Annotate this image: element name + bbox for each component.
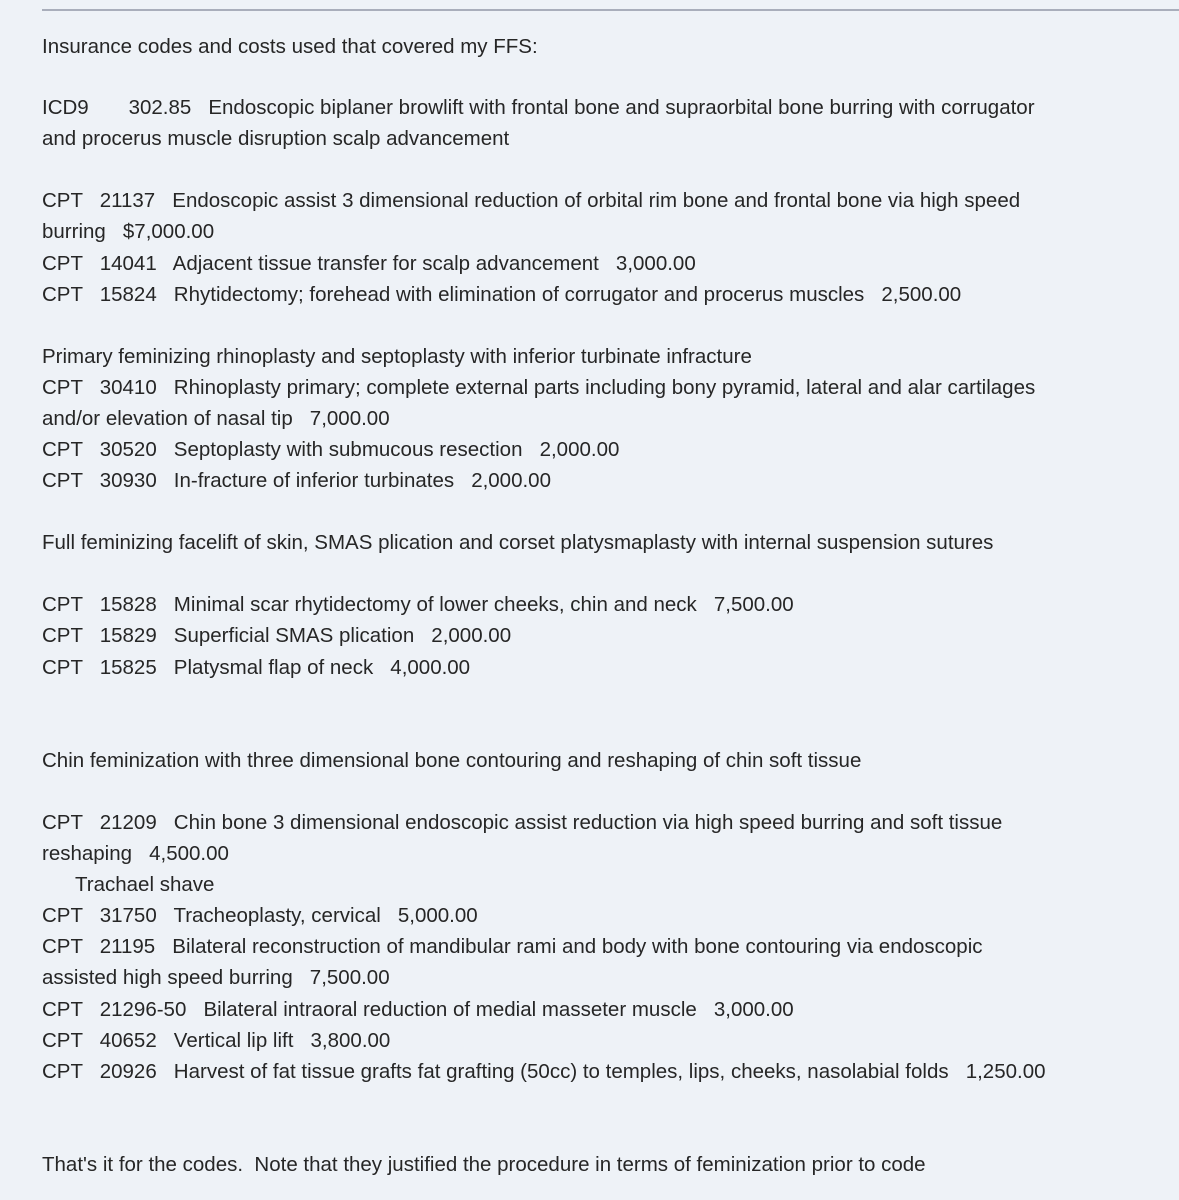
outro-text: That's it for the codes. Note that they justified the procedure in terms of feminization prior to code [42,1153,926,1176]
code-line: reshaping 4,500.00 [42,842,229,865]
code-line: CPT 30410 Rhinoplasty primary; complete external parts including bony pyramid, lateral and alar cartilages [42,376,1036,399]
icd-line: and procerus muscle disruption scalp advancement [42,127,510,150]
code-line: CPT 20926 Harvest of fat tissue grafts fat grafting (50cc) to temples, lips, cheeks, nasolabial folds 1,250.00 [42,1060,1046,1083]
section-heading: Chin feminization with three dimensional bone contouring and reshaping of chin soft tissue [42,749,862,772]
code-line: CPT 31750 Tracheoplasty, cervical 5,000.00 [42,904,478,927]
section-heading: Primary feminizing rhinoplasty and septoplasty with inferior turbinate infracture [42,345,752,368]
code-line: burring $7,000.00 [42,220,215,243]
code-line: CPT 15824 Rhytidectomy; forehead with elimination of corrugator and procerus muscles 2,500.00 [42,283,962,306]
section-heading: Full feminizing facelift of skin, SMAS plication and corset platysmaplasty with internal suspension sutures [42,531,994,554]
code-line: CPT 21296-50 Bilateral intraoral reduction of medial masseter muscle 3,000.00 [42,998,794,1021]
code-line: CPT 21137 Endoscopic assist 3 dimensional reduction of orbital rim bone and frontal bone via high speed [42,189,1021,212]
code-line: CPT 15825 Platysmal flap of neck 4,000.00 [42,656,471,679]
code-line: CPT 15829 Superficial SMAS plication 2,000.00 [42,624,512,647]
top-divider [42,9,1179,11]
code-line: and/or elevation of nasal tip 7,000.00 [42,407,390,430]
intro-text: Insurance codes and costs used that covered my FFS: [42,35,538,58]
code-line: CPT 40652 Vertical lip lift 3,800.00 [42,1029,391,1052]
code-line: CPT 14041 Adjacent tissue transfer for scalp advancement 3,000.00 [42,252,696,275]
code-line: CPT 30930 In-fracture of inferior turbinates 2,000.00 [42,469,551,492]
code-line: CPT 15828 Minimal scar rhytidectomy of lower cheeks, chin and neck 7,500.00 [42,593,794,616]
code-line: assisted high speed burring 7,500.00 [42,966,390,989]
code-line: CPT 21195 Bilateral reconstruction of mandibular rami and body with bone contouring via endoscopic [42,935,983,958]
code-line: CPT 21209 Chin bone 3 dimensional endoscopic assist reduction via high speed burring and soft tissue [42,811,1003,834]
icd-line: ICD9 302.85 Endoscopic biplaner browlift with frontal bone and supraorbital bone burring with corrugator [42,96,1035,119]
code-line: CPT 30520 Septoplasty with submucous resection 2,000.00 [42,438,620,461]
subheading: Trachael shave [75,873,215,896]
